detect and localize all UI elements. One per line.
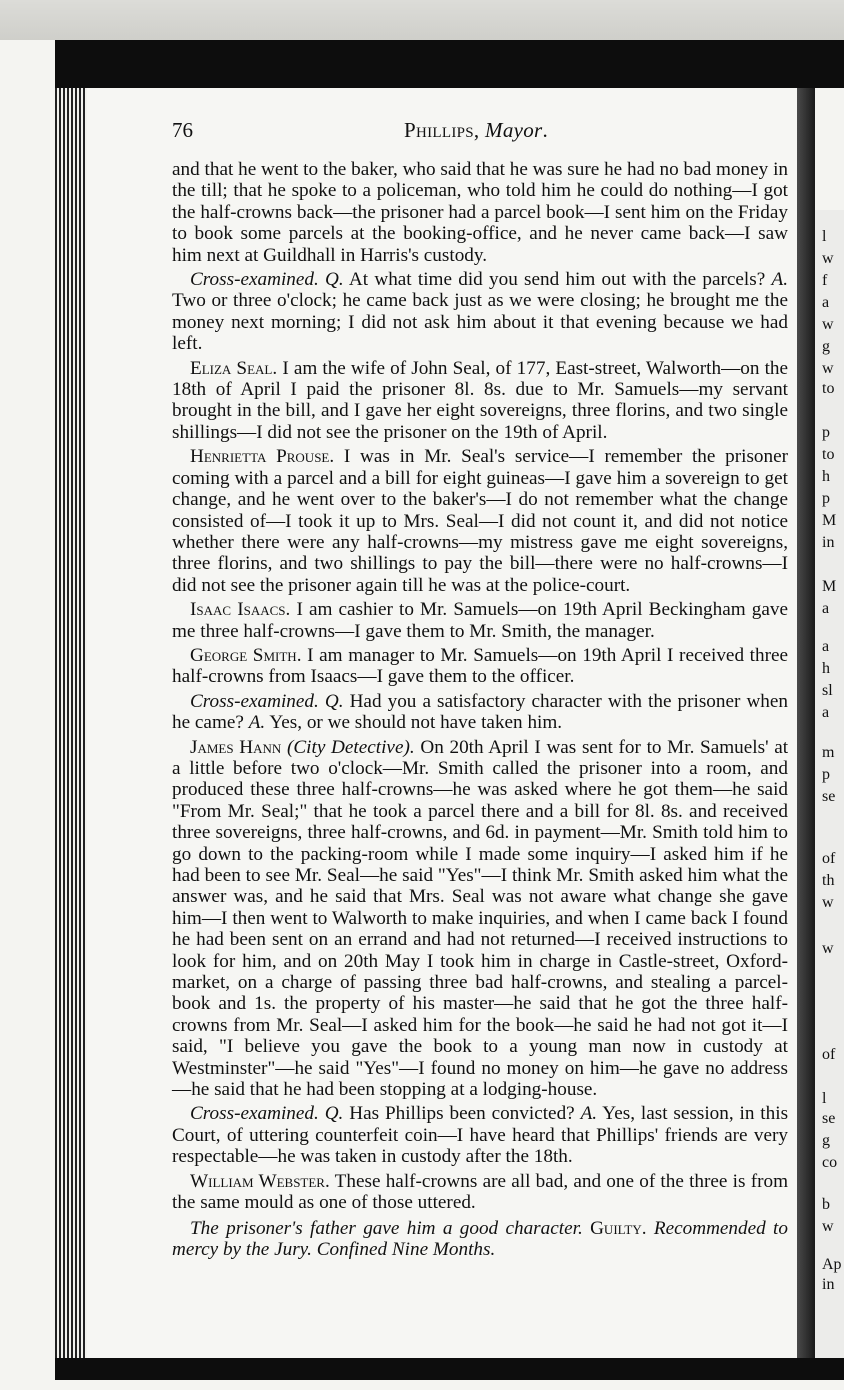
facing-page-fragment: l xyxy=(822,228,827,245)
question-marker: Q. xyxy=(324,1103,344,1125)
facing-page-fragment: a xyxy=(822,600,830,617)
facing-page-fragment: se xyxy=(822,788,836,805)
facing-page-fragment: a xyxy=(822,638,830,655)
facing-page-fragment: of xyxy=(822,1046,836,1063)
running-head xyxy=(172,118,772,148)
facing-page-fragment: w xyxy=(822,316,834,333)
facing-page-fragment: Ap xyxy=(822,1256,842,1273)
paragraph xyxy=(172,159,788,266)
page-edge-stack xyxy=(55,88,87,1358)
paragraph-testimony xyxy=(172,737,788,1101)
testimony-text: I am the wife of John Seal, of 177, East-street, Walworth—on the 18th of April I paid the prisoner 8l. 8s. due to Mr. Samuels—my servant brought in the bill, and I gave her eight sovereigns, three florins, and two single shillings—I did not see the prisoner on the 19th of April. xyxy=(172,357,789,443)
paragraph-cross-examination xyxy=(172,1103,788,1167)
question-marker: Q. xyxy=(324,690,344,712)
body-text xyxy=(172,159,788,1263)
page-title-role: Mayor xyxy=(485,118,543,142)
paragraph-testimony xyxy=(172,358,788,444)
facing-page-fragment: g xyxy=(822,1132,830,1149)
paragraph-text: and that he went to the baker, who said that he was sure he had no bad money in the till; that he spoke to a policeman, who told him he could do nothing—I got the half-crowns back—the prisoner had a parcel book—I sent him on the Friday to book some parcels at the booking-office, and he never came back—I saw him next at Guildhall in Harris's custody. xyxy=(172,159,788,266)
facing-page-fragment: w xyxy=(822,940,834,957)
verdict xyxy=(172,1218,788,1261)
facing-page-fragment: in xyxy=(822,534,835,551)
paragraph-cross-examination xyxy=(172,691,788,734)
testimony-text: I am manager to Mr. Samuels—on 19th April I received three half-crowns from Isaacs—I gave them to the officer. xyxy=(172,644,789,688)
facing-page-fragment: to xyxy=(822,446,835,463)
scan-top-strip xyxy=(0,0,844,40)
facing-page-fragment: p xyxy=(822,424,830,441)
facing-page-fragment: of xyxy=(822,850,836,867)
facing-page-fragment: in xyxy=(822,1276,835,1293)
page-title xyxy=(404,118,548,143)
facing-page-fragment: w xyxy=(822,360,834,377)
witness-role: (City Detective). xyxy=(286,736,415,758)
witness-name: Henrietta Prouse. xyxy=(190,446,335,468)
witness-name: William Webster. xyxy=(190,1170,330,1192)
facing-page-fragment: M xyxy=(822,578,837,595)
facing-page-fragment: p xyxy=(822,490,830,507)
paragraph-testimony xyxy=(172,1171,788,1214)
paragraph-testimony xyxy=(172,599,788,642)
facing-page-fragment: w xyxy=(822,894,834,911)
facing-page-fragment: b xyxy=(822,1196,830,1213)
answer-marker: A. xyxy=(248,712,266,734)
question-text: Had you a satisfactory character with the prisoner when he came? xyxy=(172,690,789,734)
verdict-character: The prisoner's father gave him a good character. xyxy=(190,1217,583,1239)
answer-text: Yes, last session, in this Court, of uttering counterfeit coin—I have heard that Phillips' friends are very respectable—he was taken in custody after the 18th. xyxy=(172,1103,789,1168)
page-title-name: Phillips xyxy=(404,118,474,142)
facing-page-fragment: g xyxy=(822,338,830,355)
facing-page-fragment: m xyxy=(822,744,835,761)
paragraph-testimony xyxy=(172,446,788,596)
page-title-end: . xyxy=(542,118,549,142)
facing-page-fragment: l xyxy=(822,1090,827,1107)
witness-name: George Smith. xyxy=(190,644,302,666)
witness-name: Eliza Seal. xyxy=(190,357,278,379)
facing-page-fragment: h xyxy=(822,468,830,485)
scan-bottom-shadow xyxy=(55,1358,844,1380)
facing-page-fragment: h xyxy=(822,660,830,677)
book-gutter xyxy=(797,88,815,1358)
verdict-guilty: Guilty. xyxy=(590,1217,647,1239)
facing-page-fragment: w xyxy=(822,1218,834,1235)
paragraph-cross-examination xyxy=(172,269,788,355)
facing-page-fragment: co xyxy=(822,1154,838,1171)
witness-name: Isaac Isaacs. xyxy=(190,599,291,621)
facing-page-fragment: M xyxy=(822,512,837,529)
testimony-text: I am cashier to Mr. Samuels—on 19th April Beckingham gave me three half-crowns—I gave them to Mr. Smith, the manager. xyxy=(172,599,789,642)
paragraph-testimony xyxy=(172,645,788,688)
testimony-text: These half-crowns are all bad, and one of the three is from the same mould as one of those uttered. xyxy=(172,1170,788,1214)
witness-name: James Hann xyxy=(190,736,282,758)
answer-text: Yes, or we should not have taken him. xyxy=(269,712,563,734)
question-marker: Q. xyxy=(325,269,344,291)
facing-page-fragment: a xyxy=(822,294,830,311)
facing-page-fragment: se xyxy=(822,1110,836,1127)
page-title-separator: , xyxy=(473,118,486,142)
facing-page-fragment: th xyxy=(822,872,835,889)
verdict-sentence: Recommended to mercy by the Jury. Confined Nine Months. xyxy=(172,1217,788,1260)
page-number: 76 xyxy=(172,118,193,142)
facing-page-fragment: sl xyxy=(822,682,833,699)
facing-page-fragment: f xyxy=(822,272,828,289)
answer-marker: A. xyxy=(771,269,789,291)
answer-text: Two or three o'clock; he came back just as we were closing; he brought me the money next morning; I did not ask him about it that evening because we had left. xyxy=(172,290,788,355)
question-text: At what time did you send him out with the parcels? xyxy=(348,269,766,291)
facing-page-fragment: p xyxy=(822,766,830,783)
answer-marker: A. xyxy=(580,1103,598,1125)
cross-examined-label: Cross-examined. xyxy=(190,269,319,291)
facing-page-fragment: w xyxy=(822,250,834,267)
cross-examined-label: Cross-examined. xyxy=(190,690,319,712)
question-text: Has Phillips been convicted? xyxy=(349,1103,575,1125)
testimony-text: I was in Mr. Seal's service—I remember the prisoner coming with a parcel and a bill for eight guineas—I gave him a sovereign to get change, and he went over to the baker's—I do not remember what the change consisted of—I took it up to Mrs. Seal—I did not count it, and did not notice whether there were any half-crowns—my mistress gave me eight sovereigns, three florins, and two shillings to pay the bill—there were no half-crowns—I did not see the prisoner again till he was at the police-court. xyxy=(172,446,789,596)
cross-examined-label: Cross-examined. xyxy=(190,1103,319,1125)
facing-page-fragment: to xyxy=(822,380,835,397)
facing-page-fragment: a xyxy=(822,704,830,721)
testimony-text: On 20th April I was sent for to Mr. Samuels' at a little before two o'clock—Mr. Smith called the prisoner into a room, and produced these three half-crowns—he was asked where he got them—he said "From Mr. Seal;" that he took a parcel there and a bill for 8l. 8s. and received three sovereigns, three half-crowns, and 6d. in payment—Mr. Smith told him to go down to the packing-room while I made some inquiry—I asked him if he had been to see Mr. Seal—he said "Yes"—I think Mr. Smith asked him what the answer was, and he said that Mrs. Seal was not aware what change she gave him—I then went to Walworth to make inquiries, and when I came back I found he had been sent on an errand and had not returned—I received instructions to look for him, and on 20th May I took him in charge in Castle-street, Oxford-market, on a charge of passing three bad half-crowns, and stealing a parcel-book and 1s. the property of his master—he said that he got the three half-crowns from Mr. Seal—I asked him for the book—he said he had not got it—I said, "I believe you gave the book to a young man now in custody at Westminster"—he said "Yes"—I found no money on him—he gave no address—he said that he had been stopping at a lodging-house. xyxy=(172,736,789,1101)
scan-top-shadow xyxy=(55,40,844,88)
